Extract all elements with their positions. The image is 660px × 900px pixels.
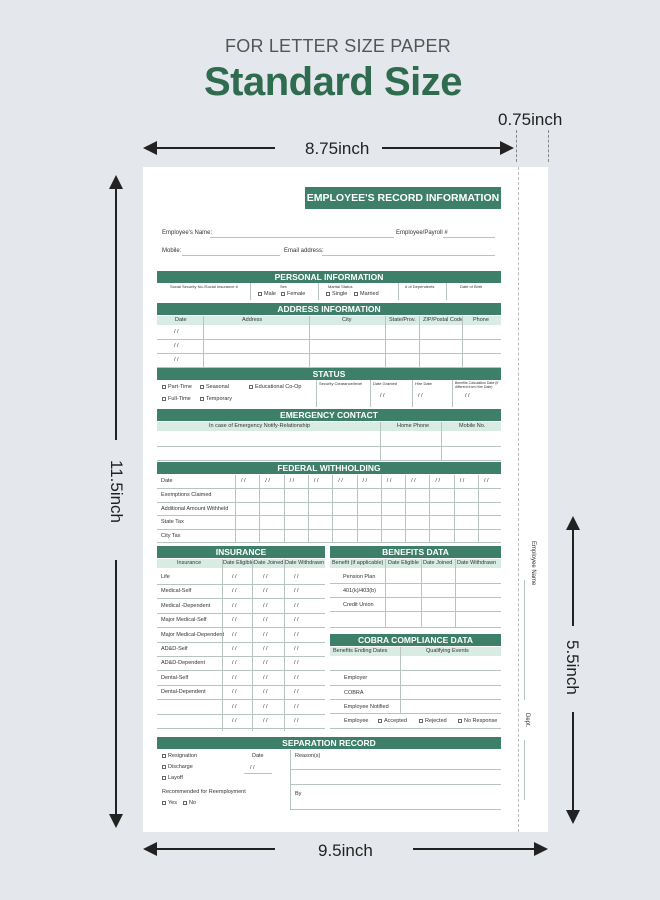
arrow-down-icon (109, 814, 123, 828)
divider (452, 380, 453, 407)
federal-row-date: Date (161, 478, 173, 484)
row-line (157, 598, 325, 599)
federal-row-exemptions: Exemptions Claimed (161, 492, 212, 498)
insurance-row-label: Dental-Dependent (161, 689, 206, 696)
address-date-3[interactable]: / / (174, 357, 179, 363)
resignation-checkbox[interactable]: Resignation (162, 753, 197, 759)
insurance-date-cell[interactable]: / / (294, 602, 299, 609)
hire-date-field[interactable]: / / (418, 393, 423, 399)
insurance-date-cell[interactable]: / / (232, 703, 237, 710)
subtitle: FOR LETTER SIZE PAPER (225, 36, 451, 56)
row-line (157, 670, 325, 671)
payroll-label: Employee/Payroll # (396, 230, 448, 236)
col-date-joined: Date Joined (254, 560, 284, 566)
row-line (157, 460, 501, 461)
seasonal-checkbox[interactable]: Seasonal (200, 384, 229, 390)
insurance-date-cell[interactable]: / / (232, 689, 237, 696)
emergency-section-header: EMERGENCY CONTACT (157, 409, 501, 421)
federal-date-cell[interactable]: / / (313, 478, 319, 484)
employee-name-field[interactable] (210, 237, 394, 238)
divider (462, 316, 463, 367)
row-line (157, 613, 325, 614)
dimension-line (572, 526, 574, 626)
col-benefit: Benefit (if applicable) (332, 560, 384, 566)
divider (381, 475, 382, 542)
federal-date-cell[interactable]: / / (484, 478, 489, 484)
row-line (157, 699, 325, 700)
col-zip: ZIP/Postal Code (423, 317, 464, 323)
insurance-date-cell[interactable]: / / (232, 674, 237, 681)
insurance-date-cell[interactable]: / / (294, 631, 299, 638)
clearance-label: Security Clearance/level (319, 381, 363, 386)
temporary-checkbox[interactable]: Temporary (200, 396, 232, 402)
col-date-eligible: Date Eligible (223, 560, 254, 566)
row-line (157, 446, 501, 447)
insurance-date-cell[interactable]: / / (263, 588, 268, 595)
row-line (330, 713, 501, 714)
federal-date-cell[interactable]: / / (362, 478, 368, 484)
benefits-section-header: BENEFITS DATA (330, 546, 501, 558)
discharge-checkbox[interactable]: Discharge (162, 764, 193, 770)
cobra-notified: Employee Notified (344, 704, 389, 710)
row-line (157, 627, 325, 628)
federal-date-cell[interactable]: / / (338, 478, 343, 484)
address-section-header: ADDRESS INFORMATION (157, 303, 501, 315)
insurance-date-cell[interactable]: / / (232, 574, 237, 580)
row-line (330, 611, 501, 612)
no-response-checkbox[interactable]: No Response (458, 718, 497, 724)
row-line (330, 670, 501, 671)
divider (441, 422, 442, 460)
benefits-column-header (330, 559, 501, 568)
insurance-row-label: Medical -Dependent (161, 602, 211, 609)
single-checkbox[interactable]: Single (326, 291, 347, 297)
insurance-date-cell[interactable]: / / (263, 689, 268, 696)
stub-line (524, 740, 525, 800)
cobra-cobra: COBRA (344, 690, 364, 696)
dimension-line (115, 185, 117, 440)
stub-dept: Dept. (524, 713, 530, 728)
divider (308, 475, 309, 542)
date-underline (244, 773, 272, 774)
hire-date-label: Hire Date (415, 381, 432, 386)
insurance-date-cell[interactable]: / / (294, 674, 299, 681)
divider (398, 283, 399, 300)
divider (400, 647, 401, 713)
insurance-row-label: AD&D-Self (161, 646, 188, 652)
divider (235, 475, 236, 542)
status-section-header: STATUS (157, 368, 501, 380)
row-line (157, 656, 325, 657)
row-line (330, 597, 501, 598)
yes-checkbox[interactable]: Yes (162, 800, 177, 806)
row-line (157, 542, 501, 543)
col-date: Date (175, 317, 187, 323)
col-date-joined: Date Joined (423, 560, 453, 566)
insurance-date-cell[interactable]: / / (294, 689, 299, 696)
col-state: State/Prov. (389, 317, 416, 323)
col-date-withdrawn: Date Withdrawn (285, 560, 325, 566)
female-checkbox[interactable]: Female (281, 291, 305, 297)
insurance-date-cell[interactable]: / / (232, 660, 237, 667)
total-width-label: 9.5inch (318, 841, 373, 860)
row-line (157, 353, 501, 354)
insurance-date-cell[interactable]: / / (263, 617, 268, 624)
federal-date-cell[interactable]: / / (459, 478, 465, 484)
divider (446, 283, 447, 300)
row-line (157, 515, 501, 516)
width-label: 8.75inch (305, 139, 370, 158)
insurance-date-cell[interactable]: / / (263, 602, 268, 609)
benefits-calc-label: Benefits Calculation Date (if different from Hire Date) (455, 381, 499, 389)
granted-label: Date Granted (373, 381, 398, 386)
divider (357, 475, 358, 542)
cobra-employer: Employer (344, 675, 368, 681)
divider (405, 475, 406, 542)
federal-section-header: FEDERAL WITHHOLDING (157, 462, 501, 474)
federal-date-cell[interactable]: / / (386, 478, 392, 484)
divider (429, 475, 430, 542)
mobile-field[interactable] (182, 255, 280, 256)
benefit-row: Pension Plan (343, 574, 376, 580)
divider (284, 559, 285, 731)
divider (222, 559, 223, 731)
divider (318, 283, 319, 300)
federal-row-city: City Tax (161, 533, 181, 539)
separation-section-header: SEPARATION RECORD (157, 737, 501, 749)
row-line (157, 488, 501, 489)
arrow-right-icon (534, 842, 548, 856)
insurance-date-cell[interactable]: / / (263, 574, 268, 580)
separation-date-field[interactable]: / / (250, 765, 255, 771)
row-line (157, 642, 325, 643)
row-line (330, 699, 501, 700)
height-label: 11.5inch (107, 460, 126, 524)
col-address: Address (242, 317, 263, 323)
married-checkbox[interactable]: Married (354, 291, 379, 297)
insurance-date-cell[interactable]: / / (263, 703, 268, 710)
benefits-calc-field[interactable]: / / (465, 393, 470, 399)
divider (316, 380, 317, 407)
marital-label: Marital Status (328, 284, 353, 289)
insurance-date-cell[interactable]: / / (232, 718, 237, 724)
insurance-date-cell[interactable]: / / (294, 588, 299, 595)
email-field[interactable] (322, 255, 495, 256)
divider (412, 380, 413, 407)
insurance-date-cell[interactable]: / / (232, 617, 237, 624)
full-time-checkbox[interactable]: Full-Time (162, 396, 191, 402)
no-checkbox[interactable]: No (183, 800, 196, 806)
insurance-date-cell[interactable]: / / (232, 588, 237, 595)
form-sheet (143, 167, 548, 832)
divider (252, 559, 253, 731)
stub-line (524, 580, 525, 700)
row-line (157, 584, 325, 585)
federal-date-cell[interactable]: / / (289, 478, 295, 484)
arrow-right-icon (500, 141, 514, 155)
insurance-date-cell[interactable]: / / (294, 617, 299, 624)
by-line[interactable] (290, 809, 501, 810)
reasons-line[interactable] (290, 784, 501, 785)
col-ending: Benefits Ending Dates (333, 648, 388, 654)
insurance-date-cell[interactable]: / / (294, 660, 299, 667)
divider (478, 475, 479, 542)
federal-row-state: State Tax (161, 519, 184, 525)
row-line (330, 627, 501, 628)
cobra-column-header (330, 647, 501, 656)
divider (385, 316, 386, 367)
sex-label: Sex (280, 284, 287, 289)
employee-name-label: Employee's Name: (162, 230, 213, 236)
stub-tick (516, 130, 517, 162)
insurance-section-header: INSURANCE (157, 546, 325, 558)
col-home-phone: Home Phone (397, 423, 430, 429)
row-line (157, 714, 325, 715)
dimension-line (115, 560, 117, 815)
part-time-checkbox[interactable]: Part-Time (162, 384, 192, 390)
row-line (330, 685, 501, 686)
row-line (157, 728, 325, 729)
educational-checkbox[interactable]: Educational Co-Op (249, 384, 301, 390)
granted-date-field[interactable]: / / (380, 393, 385, 399)
stub-tick (548, 130, 549, 162)
insurance-date-cell[interactable]: / / (263, 646, 268, 652)
federal-date-cell[interactable]: / / (265, 478, 270, 484)
insurance-date-cell[interactable]: / / (294, 574, 299, 580)
dob-label: Date of Birth (460, 284, 483, 289)
rejected-checkbox[interactable]: Rejected (419, 718, 447, 724)
federal-row-additional: Additional Amount Withheld (161, 506, 229, 512)
reasons-label: Reason(s) (295, 753, 321, 759)
separation-date-label: Date (252, 753, 264, 759)
divider (203, 316, 204, 367)
insurance-date-cell[interactable]: / / (294, 646, 299, 652)
page-title: Standard Size (203, 60, 462, 104)
form-title: EMPLOYEE'S RECORD INFORMATION (305, 187, 501, 209)
insurance-date-cell[interactable]: / / (232, 646, 237, 652)
federal-date-cell[interactable]: / / (241, 478, 246, 484)
insurance-date-cell[interactable]: / / (232, 631, 237, 638)
mobile-label: Mobile: (162, 248, 182, 254)
cobra-employee: Employee (344, 718, 369, 724)
row-line (157, 339, 501, 340)
row-line (157, 529, 501, 530)
half-height-label: 5.5inch (563, 640, 582, 695)
col-phone: Phone (473, 317, 489, 323)
form-stub (518, 167, 548, 832)
row-line (157, 685, 325, 686)
col-relationship: In case of Emergency Notify-Relationship (209, 423, 310, 429)
ssn-label: Social Security No./Social Insurance # (170, 284, 238, 289)
cobra-section-header: COBRA COMPLIANCE DATA (330, 634, 501, 646)
recommended-label: Recommended for Reemployment (162, 789, 246, 795)
insurance-row-label: Major Medical-Dependent (161, 631, 224, 638)
dimension-line (413, 848, 538, 850)
insurance-row-label: Dental-Self (161, 674, 189, 681)
insurance-date-cell[interactable]: / / (294, 703, 299, 710)
divider (290, 750, 291, 810)
personal-section-header: PERSONAL INFORMATION (157, 271, 501, 283)
divider (419, 316, 420, 367)
emergency-column-header (157, 422, 501, 431)
row-line (157, 502, 501, 503)
dimension-line (150, 147, 275, 149)
divider (454, 475, 455, 542)
row-line (330, 728, 501, 729)
layoff-checkbox[interactable]: Layoff (162, 775, 183, 781)
male-checkbox[interactable]: Male (258, 291, 276, 297)
reasons-line[interactable] (290, 769, 501, 770)
col-date-eligible: Date Eligible (388, 560, 419, 566)
stub-width-label: 0.75inch (498, 110, 563, 129)
insurance-row-label: Medical-Self (161, 588, 192, 595)
dimension-line (382, 147, 507, 149)
divider (370, 380, 371, 407)
divider (455, 559, 456, 627)
stub-employee-name: Employee Name (530, 541, 536, 586)
insurance-date-cell[interactable]: / / (232, 602, 237, 609)
divider (284, 475, 285, 542)
federal-date-cell[interactable]: / / (411, 478, 416, 484)
insurance-date-cell[interactable]: / / (294, 718, 299, 724)
insurance-date-cell[interactable]: / / (263, 718, 268, 724)
col-mobile: Mobile No. (459, 423, 486, 429)
insurance-row-label: Life (161, 574, 170, 580)
insurance-row-label: AD&D-Dependent (161, 660, 206, 667)
email-label: Email address: (284, 248, 324, 254)
dependents-label: # of Dependents (405, 284, 435, 289)
arrow-down-icon (566, 810, 580, 824)
col-city: City (342, 317, 352, 323)
col-insurance: Insurance (177, 560, 202, 566)
insurance-column-header (157, 559, 325, 568)
divider (380, 422, 381, 460)
address-date-1[interactable]: / / (174, 329, 179, 335)
benefit-row: 401(k)/403(b) (343, 588, 377, 594)
divider (259, 475, 260, 542)
divider (250, 283, 251, 300)
address-column-header (157, 316, 501, 325)
benefit-row: Credit Union (343, 602, 374, 608)
by-label: By (295, 791, 302, 797)
insurance-row-label: Major Medical-Self (161, 617, 207, 624)
col-qualifying: Qualifying Events (426, 648, 469, 654)
col-date-withdrawn: Date Withdrawn (457, 560, 497, 566)
address-date-2[interactable]: / / (174, 343, 179, 349)
divider (421, 559, 422, 627)
insurance-date-cell[interactable]: / / (263, 631, 268, 638)
payroll-field[interactable] (443, 237, 495, 238)
insurance-date-cell[interactable]: / / (263, 674, 268, 681)
accepted-checkbox[interactable]: Accepted (378, 718, 407, 724)
dimension-line (572, 712, 574, 812)
divider (385, 559, 386, 627)
row-line (330, 583, 501, 584)
federal-date-cell[interactable]: / / (435, 478, 440, 484)
dimension-line (150, 848, 275, 850)
insurance-date-cell[interactable]: / / (263, 660, 268, 667)
divider (332, 475, 333, 542)
divider (309, 316, 310, 367)
